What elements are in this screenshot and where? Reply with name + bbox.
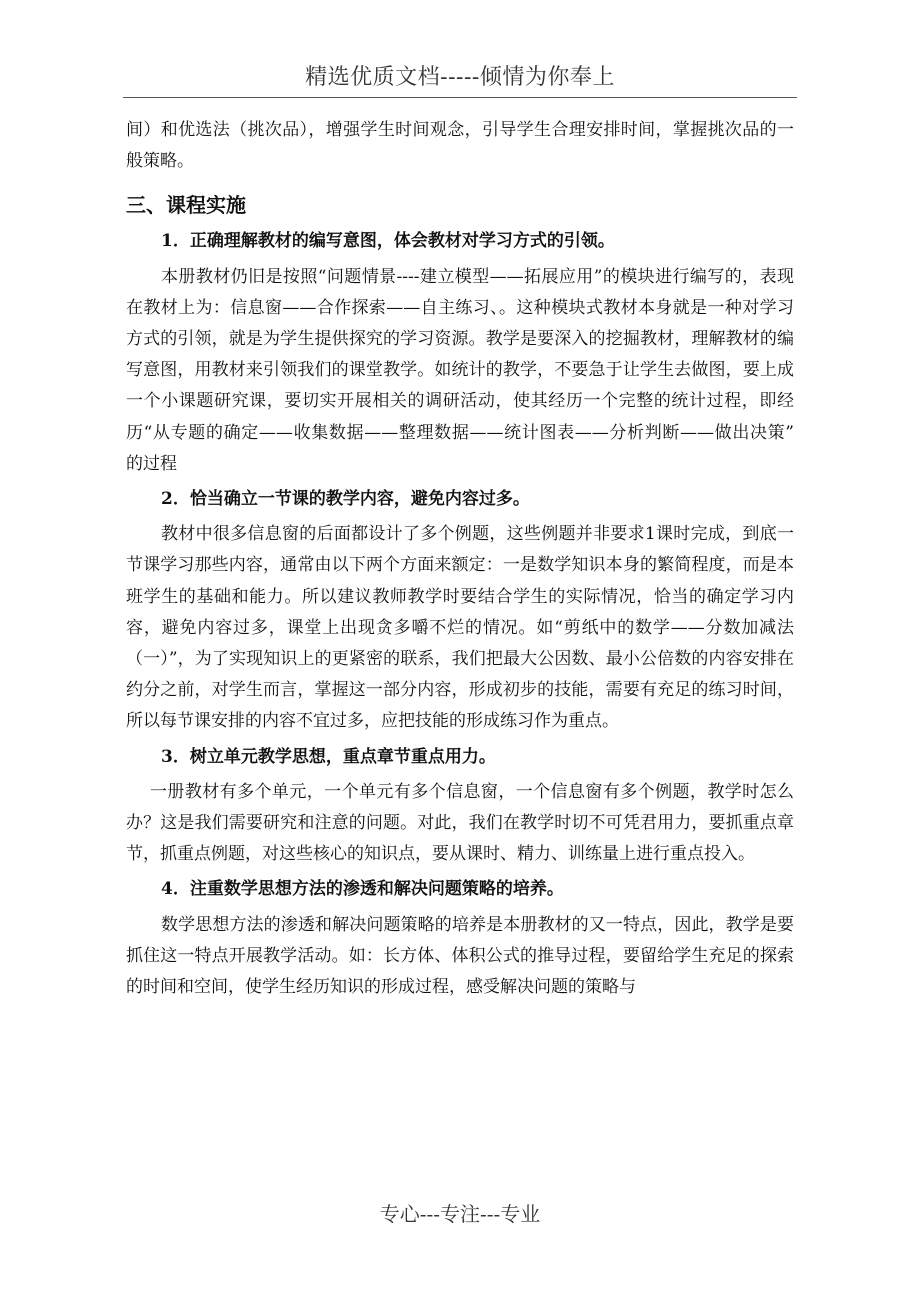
subsection-body-3: 一册教材有多个单元，一个单元有多个信息窗，一个信息窗有多个例题，教学时怎么办？这是我们需要研究和注意的问题。对此，我们在教学时切不可凭君用力，要抓重点章节，抓重点例题，对这些核心的知识点，要从课时、精力、训练量上进行重点投入。 bbox=[126, 781, 794, 865]
subsection-heading-4: 4．注重数学思想方法的渗透和解决问题策略的培养。 bbox=[161, 879, 564, 900]
subsection-heading-2: 2．恰当确立一节课的教学内容，避免内容过多。 bbox=[161, 489, 530, 510]
section-title: 三、课程实施 bbox=[126, 193, 246, 218]
subsection-heading-3: 3．树立单元教学思想，重点章节重点用力。 bbox=[161, 746, 496, 767]
subsection-body-4: 数学思想方法的渗透和解决问题策略的培养是本册教材的又一特点，因此，教学是要抓住这一特点开展教学活动。如：长方体、体积公式的推导过程，要留给学生充足的探索的时间和空间，使学生经历知识的形成过程，感受解决问题的策略与 bbox=[126, 914, 794, 998]
subsection-body-1: 本册教材仍旧是按照“问题情景----建立模型——拓展应用”的模块进行编写的，表现在教材上为：信息窗——合作探索——自主练习、。这种模块式教材本身就是一种对学习方式的引领，就是为学生提供探究的学习资源。教学是要深入的挖掘教材，理解教材的编写意图，用教材来引领我们的课堂教学。如统计的教学，不要急于让学生去做图，要上成一个小课题研究课，要切实开展相关的调研活动，使其经历一个完整的统计过程，即经历“从专题的确定——收集数据——整理数据——统计图表——分析判断——做出决策” 的过程 bbox=[126, 266, 794, 474]
document-body bbox=[126, 115, 794, 1003]
intro-paragraph: 间）和优选法（挑次品），增强学生时间观念，引导学生合理安排时间，掌握挑次品的一般策略。 bbox=[126, 120, 794, 172]
page-header: 精选优质文档-----倾情为你奉上 bbox=[123, 60, 797, 98]
subsection-heading-1: 1．正确理解教材的编写意图，体会教材对学习方式的引领。 bbox=[161, 231, 615, 252]
page-footer: 专心---专注---专业 bbox=[379, 1202, 541, 1226]
subsection-body-2: 教材中很多信息窗的后面都设计了多个例题，这些例题并非要求1课时完成，到底一节课学习那些内容，通常由以下两个方面来额定：一是数学知识本身的繁简程度，而是本班学生的基础和能力。所以建议教师教学时要结合学生的实际情况，恰当的确定学习内容，避免内容过多，课堂上出现贪多嚼不烂的情况。如“剪纸中的数学——分数加减法（一）”，为了实现知识上的更紧密的联系，我们把最大公因数、最小公倍数的内容安排在约分之前，对学生而言，掌握这一部分内容，形成初步的技能，需要有充足的练习时间，所以每节课安排的内容不宜过多，应把技能的形成练习作为重点。 bbox=[126, 524, 794, 732]
